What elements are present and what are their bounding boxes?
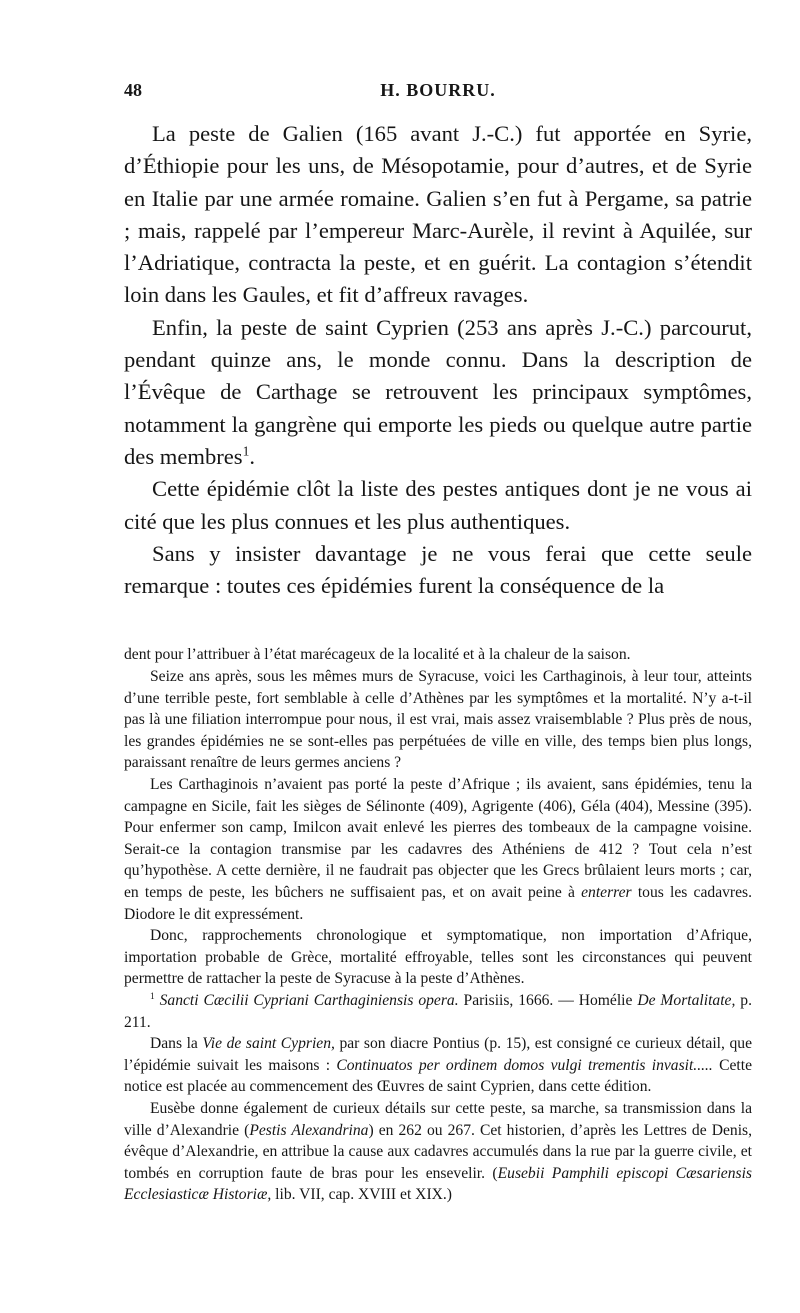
footnote-paragraph: Donc, rapprochements chronologique et symptomatique, non importation d’Afrique, importation probable de Grèce, mortalité effroyable, telles sont les circonstances qui peuvent permettre de rattacher la peste de Syracuse à la peste d’Athènes.: [124, 927, 752, 988]
running-title: H. BOURRU.: [380, 80, 496, 100]
footnote-paragraph: [124, 774, 752, 925]
paragraph-galen-plague: La peste de Galien (165 avant J.-C.) fut apportée en Syrie, d’Éthiopie pour les uns, de Mésopotamie, pour d’autres, et de Syrie en Italie par une armée romaine. Galien s’en fut à Pergame, sa patrie ; mais, rappelé par l’empereur Marc-Aurèle, il revint à Aquilée, sur l’Adriatique, contracta la peste, et en guérit. La contagion s’étendit loin dans les Gaules, et fit d’affreux ravages.: [124, 121, 752, 308]
main-text: [124, 118, 752, 602]
paragraph-end: .: [249, 443, 256, 469]
footnote-text: tous les cadavres. Diodore le dit expressément.: [124, 883, 752, 923]
book-page: [124, 80, 752, 1206]
footnote-paragraph: [124, 1033, 752, 1098]
footnote-text: lib. VII, cap. XVIII et XIX.): [275, 1186, 452, 1204]
footnote-1: [124, 990, 752, 1033]
footnote-italic: Pestis Alexandrina: [249, 1121, 369, 1139]
footnote-reference: 1: [242, 443, 250, 459]
paragraph-text: Enfin, la peste de saint Cyprien (253 ans après J.-C.) parcourut, pendant quinze ans, le monde connu. Dans la description de l’Évêque de Carthage se retrouvent les principaux symptômes, notamment la gangrène qui emporte les pieds ou quelque autre partie des membres: [124, 314, 752, 469]
footnote-italic: Continuatos per ordinem domos vulgi trementis invasit.....: [336, 1056, 713, 1074]
paragraph-remark: Sans y insister davantage je ne vous ferai que cette seule remarque : toutes ces épidémies furent la conséquence de la: [124, 540, 752, 599]
footnote-text: Parisiis, 1666. — Homélie: [463, 991, 633, 1009]
footnote-continuation: dent pour l’attribuer à l’état marécageux de la localité et à la chaleur de la saison.: [124, 646, 631, 664]
footnote-italic: Eusebii Pamphili episcopi Cæsariensis Ecclesiasticæ Historiæ,: [124, 1164, 752, 1204]
footnote-italic: De Mortalitate,: [637, 991, 736, 1009]
footnote-text: Eusèbe donne également de curieux détails sur cette peste, sa marche, sa transmission dans la ville d’Alexandrie (: [124, 1099, 752, 1139]
paragraph-cyprian-plague: [124, 312, 752, 473]
footnote-italic: Vie de saint Cyprien,: [202, 1035, 335, 1053]
footnote-text: Dans la: [150, 1035, 198, 1053]
footnote-text: p. 211.: [124, 991, 752, 1031]
paragraph-list-closing: Cette épidémie clôt la liste des pestes antiques dont je ne vous ai cité que les plus connues et les plus authentiques.: [124, 476, 752, 534]
footnotes: [124, 644, 752, 1205]
footnote-paragraph: Seize ans après, sous les mêmes murs de Syracuse, voici les Carthaginois, à leur tour, atteints d’une terrible peste, fort semblable à celle d’Athènes par les symptômes et la mortalité. N’y a-t-il pas là une filiation interrompue pour nous, il est vrai, mais assez vraisemblable ? Plus près de nous, les grandes épidémies ne se sont-elles pas perpétuées de ville en ville, des temps bien plus longs, paraissant renaître de leurs germes anciens ?: [124, 668, 752, 772]
footnote-text: ) en 262 ou 267. Cet historien, d’après les Lettres de Denis, évêque d’Alexandrie, en attribue la cause aux cadavres accumulés dans la rue par la guerre civile, et tombés en corruption faute de bras pour les ensevelir. (: [124, 1121, 752, 1182]
footnote-text: Cette notice est placée au commencement des Œuvres de saint Cyprien, dans cette édition.: [124, 1056, 752, 1096]
footnote-italic: Sancti Cæcilii Cypriani Carthaginiensis opera.: [159, 991, 459, 1009]
footnote-paragraph: [124, 1098, 752, 1206]
footnote-text: par son diacre Pontius (p. 15), est consigné ce curieux détail, que l’épidémie suivait les maisons :: [124, 1035, 752, 1074]
page-number: 48: [124, 80, 142, 100]
footnote-italic: enterrer: [581, 883, 632, 901]
footnote-text: Les Carthaginois n’avaient pas porté la peste d’Afrique ; ils avaient, sans épidémies, tenu la campagne en Sicile, fait les sièges de Sélinonte (409), Agrigente (406), Géla (404), Messine (395). Pour enfermer son camp, Imilcon avait enlevé les pierres des tombeaux de la campagne voisine. Serait-ce la contagion transmise par les cadavres des Athéniens de 412 ? Tout cela n’est qu’hypothèse. A cette dernière, il ne faudrait pas objecter que les Grecs brûlaient leurs morts ; car, en temps de peste, les bûchers ne suffisaient pas, et on avait peine à: [124, 776, 752, 901]
running-head: [124, 80, 752, 110]
footnote-marker: 1: [150, 991, 155, 1002]
